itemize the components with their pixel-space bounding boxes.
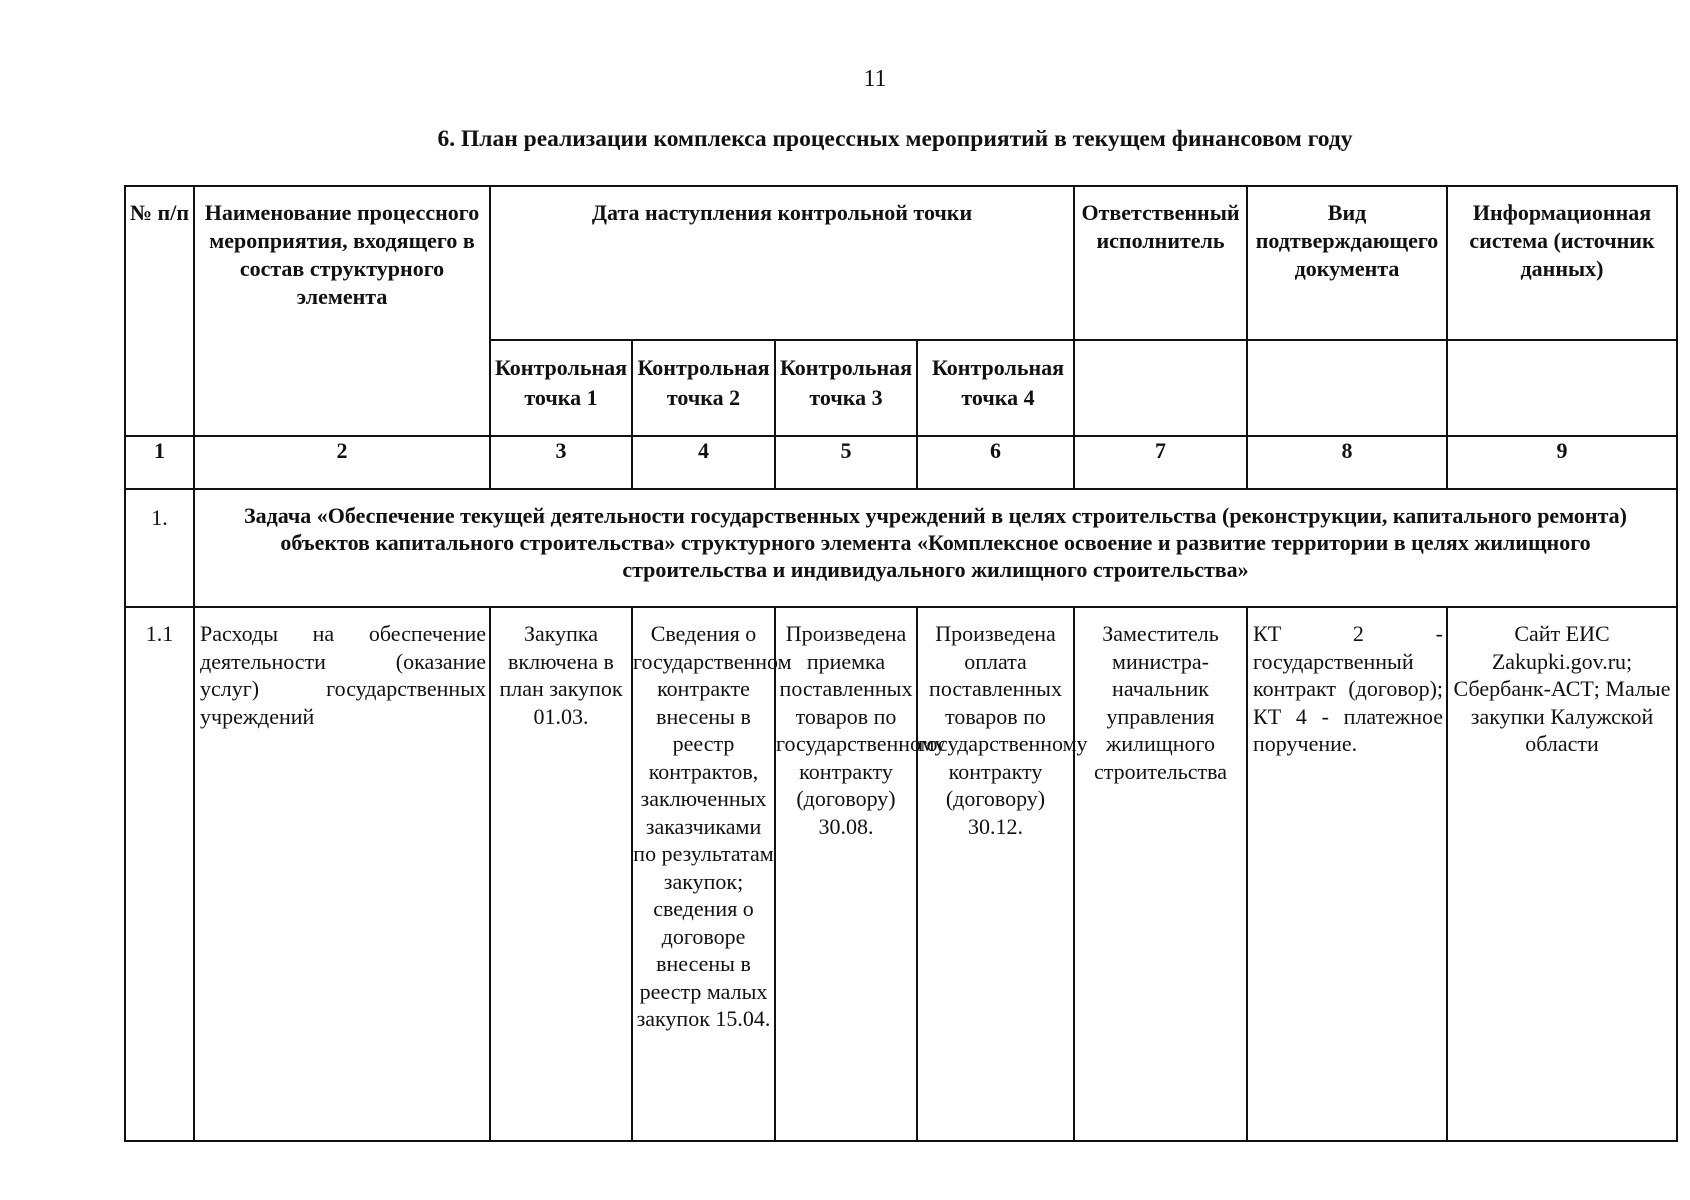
row-checkpoint-1: Закупка включена в план закупок 01.03. <box>490 607 632 1141</box>
column-number: 3 <box>490 436 632 489</box>
row-checkpoint-4: Произведена оплата поставленных товаров по государственному контракту (договору) 30.12. <box>917 607 1074 1141</box>
column-number: 5 <box>775 436 917 489</box>
row-name: Расходы на обеспечение деятельности (оказание услуг) государственных учреждений <box>194 607 490 1141</box>
header-checkpoint-3: Контрольная точка 3 <box>775 340 917 436</box>
header-checkpoint-4: Контрольная точка 4 <box>917 340 1074 436</box>
column-number: 1 <box>125 436 194 489</box>
page-number: 11 <box>863 66 887 92</box>
header-empty-7 <box>1074 340 1247 436</box>
table-row <box>125 607 1677 1141</box>
task-description: Задача «Обеспечение текущей деятельности государственных учреждений в целях строительства (реконструкции, капитального ремонта) объектов капитального строительства» структурного элемента «Комплексное освоение и развитие территории в целях жилищного строительства и индивидуального жилищного строительства» <box>194 489 1677 607</box>
row-responsible: Заместитель министра-начальник управления жилищного строительства <box>1074 607 1247 1141</box>
row-doc-type: КТ 2 - государственный контракт (договор); КТ 4 - платежное поручение. <box>1247 607 1447 1141</box>
column-number-row <box>125 436 1677 489</box>
column-number: 8 <box>1247 436 1447 489</box>
header-checkpoint-2: Контрольная точка 2 <box>632 340 775 436</box>
row-checkpoint-3: Произведена приемка поставленных товаров по государственному контракту (договору) 30.08. <box>775 607 917 1141</box>
document-title: 6. План реализации комплекса процессных мероприятий в текущем финансовом году <box>437 126 1353 152</box>
header-empty-8 <box>1247 340 1447 436</box>
column-number: 6 <box>917 436 1074 489</box>
header-row <box>125 186 1677 340</box>
header-name: Наименование процессного мероприятия, входящего в состав структурного элемента <box>194 186 490 436</box>
header-date-group: Дата наступления контрольной точки <box>490 186 1074 340</box>
header-doc-type: Вид подтверждающего документа <box>1247 186 1447 340</box>
header-empty-9 <box>1447 340 1677 436</box>
header-responsible: Ответственный исполнитель <box>1074 186 1247 340</box>
task-number: 1. <box>125 489 194 607</box>
column-number: 4 <box>632 436 775 489</box>
header-num: № п/п <box>125 186 194 436</box>
header-checkpoint-1: Контрольная точка 1 <box>490 340 632 436</box>
task-row <box>125 489 1677 607</box>
column-number: 9 <box>1447 436 1677 489</box>
row-checkpoint-2: Сведения о государственном контракте внесены в реестр контрактов, заключенных заказчиками по результатам закупок; сведения о договоре внесены в реестр малых закупок 15.04. <box>632 607 775 1141</box>
column-number: 2 <box>194 436 490 489</box>
plan-table <box>124 185 1678 1142</box>
row-number: 1.1 <box>125 607 194 1141</box>
column-number: 7 <box>1074 436 1247 489</box>
header-info-system: Информационная система (источник данных) <box>1447 186 1677 340</box>
row-info-system: Сайт ЕИС Zakupki.gov.ru; Сбербанк-АСТ; Малые закупки Калужской области <box>1447 607 1677 1141</box>
